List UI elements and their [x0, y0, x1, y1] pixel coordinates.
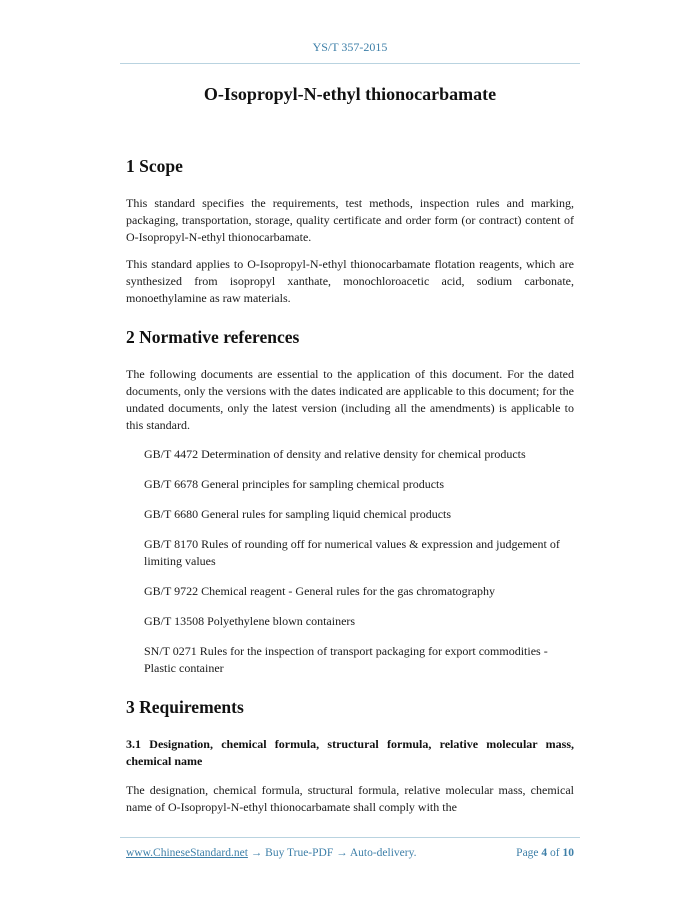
website-link[interactable]: www.ChineseStandard.net — [126, 847, 248, 859]
document-body — [126, 156, 574, 826]
header-divider — [120, 63, 580, 64]
reference-item: GB/T 13508 Polyethylene blown containers — [144, 614, 356, 628]
section-heading: 2 Normative references — [126, 327, 300, 347]
reference-item: GB/T 9722 Chemical reagent - General rules for the gas chromatography — [144, 584, 495, 598]
page-number — [516, 847, 574, 859]
paragraph: This standard applies to O-Isopropyl-N-ethyl thionocarbamate flotation reagents, which are synthesized from isopropyl xanthate, monochloroacetic acid, sodium carbonate, monoethylamine as raw materials. — [126, 257, 574, 305]
reference-item: GB/T 8170 Rules of rounding off for numerical values & expression and judgement of limiting values — [144, 537, 560, 568]
page-label: Page — [516, 847, 539, 859]
section-scope — [126, 156, 574, 307]
section-requirements — [126, 697, 574, 816]
paragraph: The designation, chemical formula, structural formula, relative molecular mass, chemical name of O-Isopropyl-N-ethyl thionocarbamate shall comply with the — [126, 783, 574, 814]
document-title: O-Isopropyl-N-ethyl thionocarbamate — [203, 84, 497, 104]
current-page: 4 — [541, 847, 548, 859]
standard-code: YS/T 357-2015 — [312, 40, 388, 54]
reference-item: GB/T 6680 General rules for sampling liquid chemical products — [144, 507, 452, 521]
paragraph: This standard specifies the requirements, test methods, inspection rules and marking, packaging, transportation, storage, quality certificate and order form (or contract) content of O-Isopropyl-N-ethyl thionocarbamate. — [126, 196, 574, 244]
reference-item: GB/T 4472 Determination of density and relative density for chemical products — [144, 447, 526, 461]
reference-item: GB/T 6678 General principles for sampling chemical products — [144, 477, 445, 491]
page-footer — [126, 847, 574, 859]
subsection-heading: 3.1 Designation, chemical formula, structural formula, relative molecular mass, chemical name — [126, 737, 574, 768]
section-heading: 3 Requirements — [126, 697, 244, 717]
section-heading: 1 Scope — [126, 156, 183, 176]
promo-text: → Buy True-PDF → Auto-delivery. — [247, 847, 417, 859]
section-normative-references — [126, 327, 574, 677]
page-of-label: of — [550, 847, 560, 859]
paragraph: The following documents are essential to the application of this document. For the dated documents, only the versions with the dates indicated are applicable to this document; for the undated documents, only the latest version (including all the amendments) is applicable to this standard. — [126, 367, 574, 432]
total-pages: 10 — [562, 847, 574, 859]
page-header — [0, 40, 700, 55]
reference-item: SN/T 0271 Rules for the inspection of transport packaging for export commodities - Plastic container — [144, 644, 548, 675]
footer-divider — [120, 837, 580, 838]
